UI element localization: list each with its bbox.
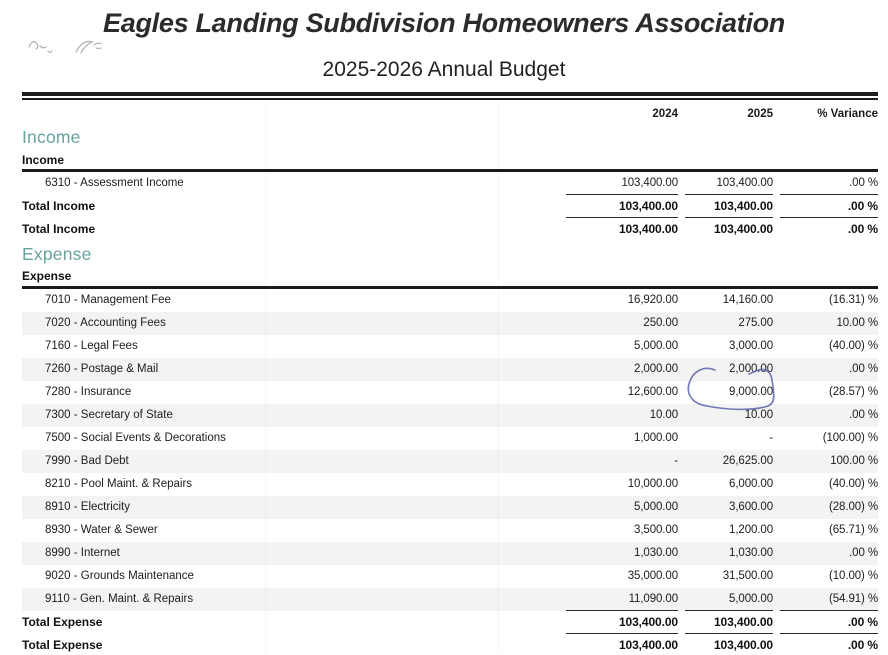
amount-2024: 35,000.00 [627, 570, 678, 583]
amount-2024: 103,400.00 [618, 638, 678, 653]
total-row [22, 634, 878, 655]
variance-value: .00 % [847, 638, 878, 653]
column-header-2025: 2025 [747, 107, 773, 120]
account-label: 7280 - Insurance [45, 386, 132, 399]
amount-2024: 16,920.00 [627, 294, 678, 307]
account-label: 9110 - Gen. Maint. & Repairs [45, 593, 194, 606]
section-heading-income: Income [22, 126, 81, 147]
amount-2025: 103,400.00 [685, 195, 773, 218]
amount-2025-circled: 9,000.00 [729, 386, 773, 399]
variance-value: .00 % [780, 611, 878, 634]
variance-value: (65.71) % [829, 524, 878, 537]
amount-2024: 250.00 [643, 317, 678, 330]
table-row [22, 542, 878, 565]
amount-2024: 103,400.00 [566, 195, 678, 218]
amount-2024: 1,000.00 [634, 432, 678, 445]
account-label: 8930 - Water & Sewer [45, 524, 158, 537]
amount-2024: 10,000.00 [627, 478, 678, 491]
table-row [22, 335, 878, 358]
scan-artifact-line [498, 102, 499, 653]
table-row [22, 381, 878, 404]
section-heading-expense: Expense [22, 243, 92, 264]
account-label: 8910 - Electricity [45, 501, 131, 514]
amount-2025: 31,500.00 [722, 570, 773, 583]
amount-2025: 26,625.00 [722, 455, 773, 468]
table-row [22, 496, 878, 519]
variance-value: 100.00 % [830, 455, 878, 468]
page-title: Eagles Landing Subdivision Homeowners Association [103, 8, 785, 38]
variance-value: 10.00 % [836, 317, 878, 330]
amount-2025: 275.00 [738, 317, 773, 330]
account-label: 9020 - Grounds Maintenance [45, 570, 194, 583]
variance-value: .00 % [849, 409, 878, 422]
amount-2024: 2,000.00 [634, 363, 678, 376]
amount-2024: 1,030.00 [634, 547, 678, 560]
section-subheading-income: Income [22, 152, 65, 167]
total-row [22, 218, 878, 241]
account-label: 7500 - Social Events & Decorations [45, 432, 226, 445]
income-table [22, 172, 878, 241]
total-label: Total Expense [22, 615, 103, 630]
expense-table [22, 289, 878, 655]
variance-value: (16.31) % [829, 294, 878, 307]
total-label: Total Expense [22, 638, 103, 653]
account-label: 7260 - Postage & Mail [45, 363, 159, 376]
account-label: 6310 - Assessment Income [45, 177, 184, 190]
amount-2025: 103,400.00 [713, 222, 773, 237]
amount-2024: 103,400.00 [566, 611, 678, 634]
amount-2025: 103,400.00 [685, 172, 773, 195]
total-label: Total Income [22, 222, 96, 237]
amount-2025: 5,000.00 [685, 588, 773, 611]
amount-2025: 3,600.00 [729, 501, 773, 514]
account-label: 7020 - Accounting Fees [45, 317, 166, 330]
amount-2025: 103,400.00 [685, 611, 773, 634]
table-row [22, 473, 878, 496]
table-row [22, 289, 878, 312]
total-label: Total Income [22, 199, 96, 214]
variance-value: .00 % [847, 222, 878, 237]
amount-2024: 3,500.00 [634, 524, 678, 537]
pencil-initials-annotation [20, 27, 120, 63]
amount-2024: 103,400.00 [618, 222, 678, 237]
header-divider [22, 92, 878, 100]
amount-2024: 10.00 [649, 409, 678, 422]
amount-2025: - [769, 432, 773, 445]
scan-artifact-line [265, 102, 266, 653]
amount-2024: - [674, 455, 678, 468]
variance-value: (10.00) % [829, 570, 878, 583]
account-label: 7990 - Bad Debt [45, 455, 129, 468]
total-row [22, 611, 878, 634]
variance-value: .00 % [780, 195, 878, 218]
amount-2025: 10.00 [744, 409, 773, 422]
amount-2024: 5,000.00 [634, 501, 678, 514]
variance-value: (40.00) % [829, 478, 878, 491]
total-row [22, 195, 878, 218]
table-row [22, 519, 878, 542]
amount-2024: 103,400.00 [566, 172, 678, 195]
table-row [22, 172, 878, 195]
table-row [22, 450, 878, 473]
variance-value: (28.57) % [829, 386, 878, 399]
account-label: 7010 - Management Fee [45, 294, 171, 307]
variance-value: (40.00) % [829, 340, 878, 353]
column-header-2024: 2024 [652, 107, 678, 120]
account-label: 7300 - Secretary of State [45, 409, 173, 422]
amount-2024: 11,090.00 [566, 588, 678, 611]
amount-2025: 103,400.00 [713, 638, 773, 653]
section-subheading-expense: Expense [22, 269, 72, 284]
table-row [22, 588, 878, 611]
variance-value: (100.00) % [822, 432, 878, 445]
account-label: 8210 - Pool Maint. & Repairs [45, 478, 193, 491]
table-row [22, 404, 878, 427]
table-row [22, 358, 878, 381]
table-row [22, 427, 878, 450]
page-subtitle: 2025-2026 Annual Budget [322, 58, 566, 82]
column-header-variance: % Variance [817, 107, 878, 120]
amount-2025: 3,000.00 [729, 340, 773, 353]
variance-value: .00 % [780, 172, 878, 195]
document-header [0, 0, 888, 81]
column-headers [22, 100, 878, 122]
variance-value: .00 % [849, 363, 878, 376]
variance-value: (28.00) % [829, 501, 878, 514]
variance-value: .00 % [849, 547, 878, 560]
amount-2024: 5,000.00 [634, 340, 678, 353]
account-label: 7160 - Legal Fees [45, 340, 138, 353]
table-row [22, 565, 878, 588]
table-row [22, 312, 878, 335]
variance-value: (54.91) % [780, 588, 878, 611]
amount-2025: 6,000.00 [729, 478, 773, 491]
amount-2025: 2,000.00 [729, 363, 773, 376]
amount-2025: 14,160.00 [722, 294, 773, 307]
amount-2025: 1,200.00 [729, 524, 773, 537]
account-label: 8990 - Internet [45, 547, 120, 560]
amount-2024: 12,600.00 [627, 386, 678, 399]
amount-2025: 1,030.00 [729, 547, 773, 560]
